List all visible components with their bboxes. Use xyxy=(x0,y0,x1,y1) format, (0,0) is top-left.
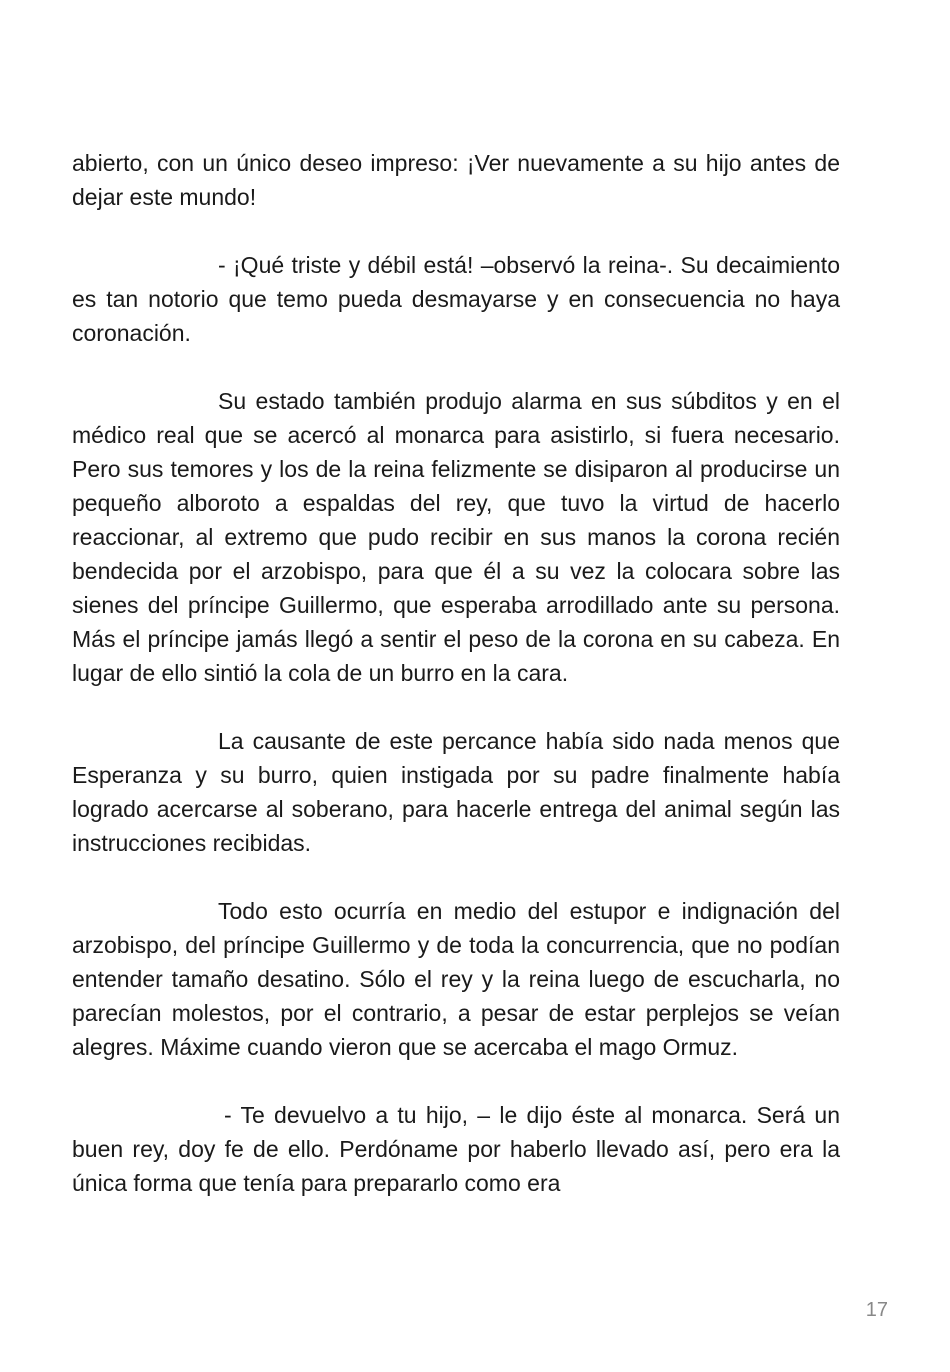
paragraph-continuation: abierto, con un único deseo impreso: ¡Ver nuevamente a su hijo antes de dejar este mundo! xyxy=(72,150,840,210)
paragraph-astonishment: Todo esto ocurría en medio del estupor e indignación del arzobispo, del príncipe Guillermo y de toda la concurrencia, que no podían entender tamaño desatino. Sólo el rey y la reina luego de escucharla, no parecían molestos, por el contrario, a pesar de estar perplejos se veían alegres. Máxime cuando vieron que se acercaba el mago Ormuz. xyxy=(72,898,840,1060)
page-body xyxy=(72,146,840,1234)
page-number: 17 xyxy=(865,1299,888,1321)
paragraph-alarm: Su estado también produjo alarma en sus súbditos y en el médico real que se acercó al monarca para asistirlo, si fuera necesario. Pero sus temores y los de la reina felizmente se disiparon al producirse un pequeño alboroto a espaldas del rey, que tuvo la virtud de hacerlo reaccionar, al extremo que pudo recibir en sus manos la corona recién bendecida por el arzobispo, para que él a su vez la colocara sobre las sienes del príncipe Guillermo, que esperaba arrodillado ante su persona. Más el príncipe jamás llegó a sentir el peso de la corona en su cabeza. En lugar de ello sintió la cola de un burro en la cara. xyxy=(72,388,840,686)
paragraph-esperanza: La causante de este percance había sido nada menos que Esperanza y su burro, quien instigada por su padre finalmente había logrado acercarse al soberano, para hacerle entrega del animal según las instrucciones recibidas. xyxy=(72,728,840,856)
paragraph-queen-dialog: - ¡Qué triste y débil está! –observó la reina-. Su decaimiento es tan notorio que temo pueda desmayarse y en consecuencia no haya coronación. xyxy=(72,252,840,346)
paragraph-ormuz-dialog: - Te devuelvo a tu hijo, – le dijo éste al monarca. Será un buen rey, doy fe de ello. Perdóname por haberlo llevado así, pero era la única forma que tenía para prepararlo como era xyxy=(72,1102,840,1196)
